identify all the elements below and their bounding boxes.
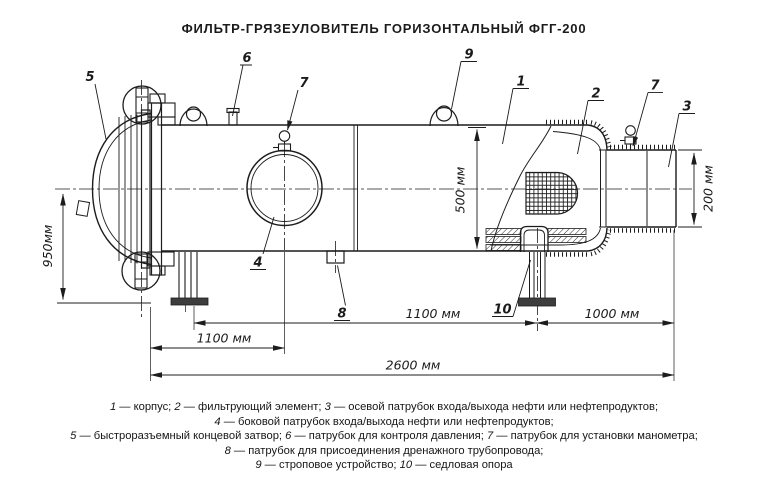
- legend-line: 5 — быстроразъемный концевой затвор; 6 — патрубок для контроля давления; 7 — патрубок для установки манометра;: [70, 430, 698, 443]
- legend-line: 9 — строповое устройство; 10 — седловая опора: [255, 459, 513, 472]
- dimension-lines: [57, 128, 702, 382]
- legend-line: 1 — корпус; 2 — фильтрующий элемент; 3 — осевой патрубок входа/выхода нефти или нефтепродуктов;: [109, 401, 659, 413]
- callout-8: 8: [337, 306, 347, 322]
- axial-nozzle-pipe: [607, 150, 676, 227]
- callout-3: 3: [682, 99, 692, 115]
- callout-4: 4: [253, 255, 263, 271]
- dim-950: 950мм: [40, 224, 55, 268]
- legend-line: 4 — боковой патрубок входа/выхода нефти или нефтепродуктов;: [214, 415, 554, 428]
- manometer-fitting-left: [273, 131, 291, 151]
- callout-7-left: 7: [299, 76, 309, 91]
- callout-9: 9: [464, 47, 474, 63]
- support-leg-left: [171, 252, 208, 312]
- lifting-lug: [430, 106, 458, 126]
- legend: [0, 400, 768, 473]
- shell-section-hatch: [486, 229, 586, 251]
- dim-1100-supports: 1100 мм: [405, 306, 461, 321]
- weld-seam: [354, 125, 358, 251]
- pressure-nozzle: [227, 109, 239, 126]
- callout-7-right: 7: [650, 78, 660, 94]
- dim-2600: 2600 мм: [385, 357, 441, 373]
- callout-1: 1: [516, 74, 526, 90]
- callout-2: 2: [591, 86, 601, 102]
- dim-1000: 1000 мм: [584, 306, 640, 321]
- callout-6: 6: [242, 51, 252, 66]
- callout-5: 5: [85, 70, 95, 85]
- dim-500: 500 мм: [452, 166, 468, 214]
- end-flange: [599, 150, 647, 227]
- filter-element-mesh: [526, 173, 578, 215]
- callout-10: 10: [493, 302, 512, 318]
- dim-1100-left: 1100 мм: [196, 330, 252, 346]
- head-tab: [76, 201, 89, 217]
- dim-200: 200 мм: [700, 165, 716, 212]
- hinge-ear-lug: [180, 107, 207, 126]
- legend-line: 8 — патрубок для присоединения дренажного трубопровода;: [224, 444, 544, 457]
- page-title: ФИЛЬТР-ГРЯЗЕУЛОВИТЕЛЬ ГОРИЗОНТАЛЬНЫЙ ФГГ-200: [181, 21, 587, 36]
